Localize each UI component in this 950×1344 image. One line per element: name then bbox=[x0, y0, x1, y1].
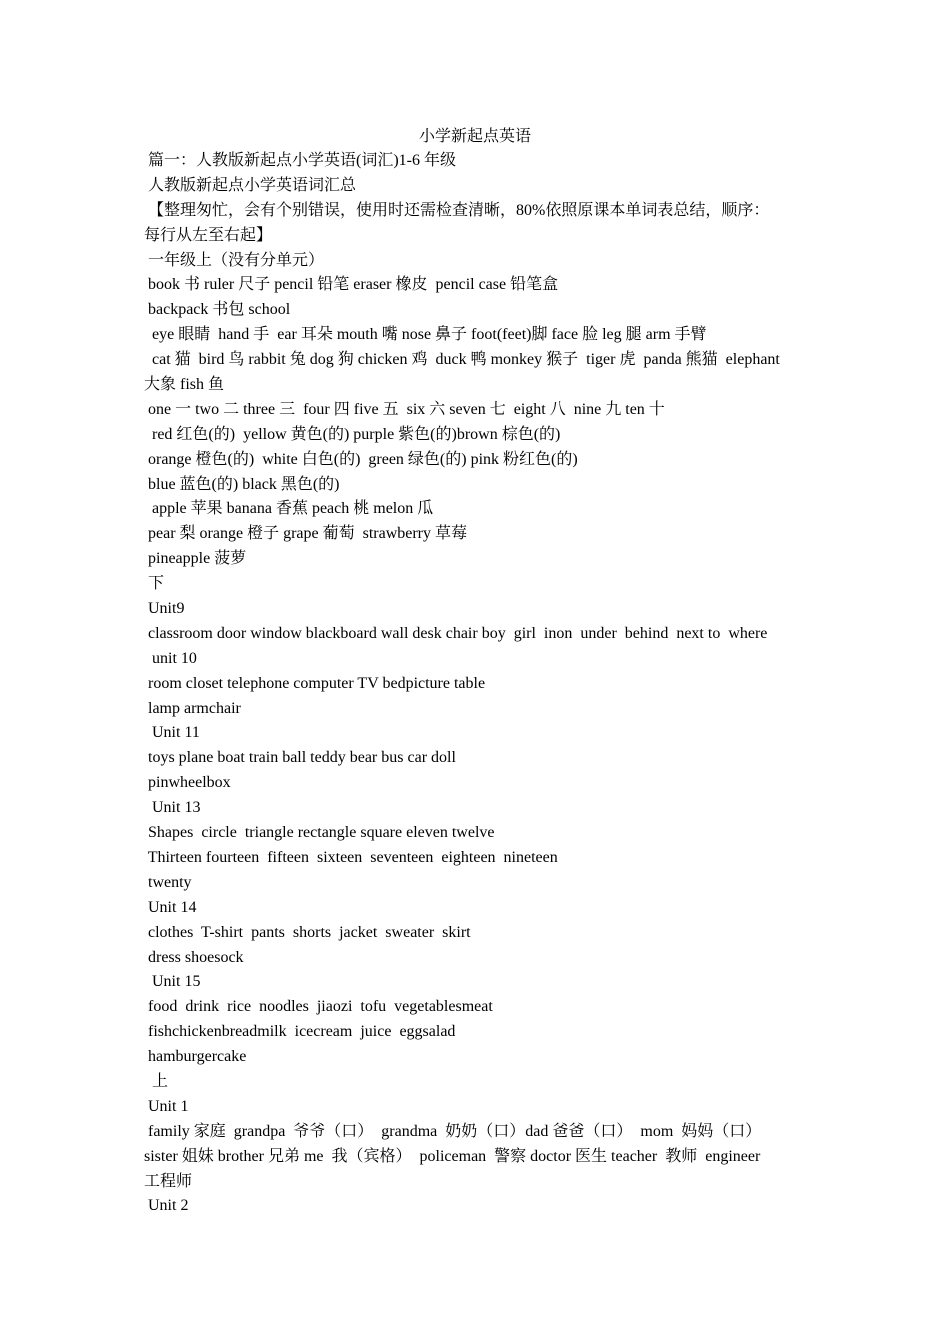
text-line: 【整理匆忙，会有个别错误，使用时还需检查清晰，80%依照原课本单词表总结，顺序： bbox=[144, 201, 770, 219]
text-line: red 红色(的) yellow 黄色(的) purple 紫色(的)brown 棕色(的) bbox=[144, 425, 561, 443]
text-line: clothes T-shirt pants shorts jacket sweater skirt bbox=[144, 923, 471, 941]
text-line: dress shoesock bbox=[144, 948, 244, 966]
text-line: orange 橙色(的) white 白色(的) green 绿色(的) pink 粉红色(的) bbox=[144, 450, 578, 468]
document-title: 小学新起点英语 bbox=[418, 128, 531, 145]
text-line: pineapple 菠萝 bbox=[144, 550, 247, 568]
text-line: book 书 ruler 尺子 pencil 铅笔 eraser 橡皮 pencil case 铅笔盒 bbox=[144, 276, 559, 294]
text-line: Unit 1 bbox=[144, 1097, 189, 1115]
text-line: 每行从左至右起】 bbox=[144, 226, 273, 244]
text-line: room closet telephone computer TV bedpicture table bbox=[144, 674, 486, 692]
text-line: fishchickenbreadmilk icecream juice eggsalad bbox=[144, 1023, 456, 1041]
text-line: 篇一：人教版新起点小学英语(词汇)1-6 年级 bbox=[144, 152, 456, 169]
text-line: classroom door window blackboard wall desk chair boy girl inon under behind next to where bbox=[144, 624, 768, 642]
text-line: cat 猫 bird 鸟 rabbit 兔 dog 狗 chicken 鸡 duck 鸭 monkey 猴子 tiger 虎 panda 熊猫 elephant bbox=[144, 351, 780, 369]
text-line: Unit 13 bbox=[144, 799, 201, 817]
text-line: Unit 2 bbox=[144, 1197, 189, 1215]
text-line: unit 10 bbox=[144, 649, 197, 667]
text-line: Shapes circle triangle rectangle square eleven twelve bbox=[144, 824, 495, 842]
text-line: lamp armchair bbox=[144, 699, 241, 717]
text-line: hamburgercake bbox=[144, 1048, 247, 1066]
text-line: twenty bbox=[144, 873, 192, 891]
text-line: one 一 two 二 three 三 four 四 five 五 six 六 seven 七 eight 八 nine 九 ten 十 bbox=[144, 400, 665, 418]
text-line: pinwheelbox bbox=[144, 774, 231, 792]
text-line: 上 bbox=[144, 1072, 169, 1090]
text-line: pear 梨 orange 橙子 grape 葡萄 strawberry 草莓 bbox=[144, 525, 468, 543]
text-line: backpack 书包 school bbox=[144, 301, 291, 319]
text-line: food drink rice noodles jiaozi tofu vegetablesmeat bbox=[144, 998, 493, 1016]
document-body bbox=[144, 149, 812, 1219]
text-line: 人教版新起点小学英语词汇总 bbox=[144, 176, 357, 194]
text-line: 下 bbox=[144, 575, 165, 593]
text-line: 大象 fish 鱼 bbox=[144, 376, 225, 394]
text-line: Thirteen fourteen fifteen sixteen seventeen eighteen nineteen bbox=[144, 848, 558, 866]
text-line: Unit 11 bbox=[144, 724, 200, 742]
text-line: blue 蓝色(的) black 黑色(的) bbox=[144, 475, 340, 493]
text-line: apple 苹果 banana 香蕉 peach 桃 melon 瓜 bbox=[144, 500, 434, 518]
text-line: eye 眼睛 hand 手 ear 耳朵 mouth 嘴 nose 鼻子 foot(feet)脚 face 脸 leg 腿 arm 手臂 bbox=[144, 326, 707, 344]
text-line: toys plane boat train ball teddy bear bus car doll bbox=[144, 749, 456, 767]
text-line: sister 姐妹 brother 兄弟 me 我（宾格） policeman 警察 doctor 医生 teacher 教师 engineer bbox=[144, 1147, 761, 1165]
text-line: family 家庭 grandpa 爷爷（口） grandma 奶奶（口）dad 爸爸（口） mom 妈妈（口） bbox=[144, 1122, 762, 1140]
text-line: 一年级上（没有分单元） bbox=[144, 251, 325, 269]
text-line: Unit 14 bbox=[144, 898, 197, 916]
text-line: Unit 15 bbox=[144, 973, 201, 991]
text-line: 工程师 bbox=[144, 1172, 193, 1190]
text-line: Unit9 bbox=[144, 600, 185, 618]
